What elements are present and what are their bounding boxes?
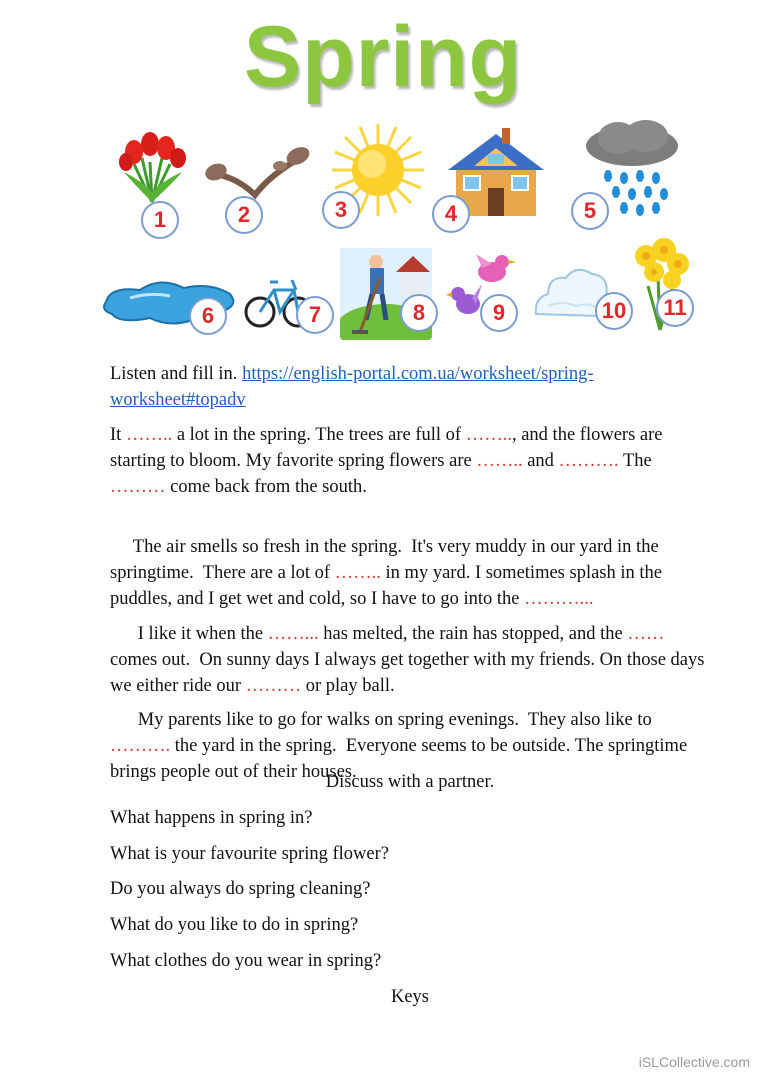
instruction-line xyxy=(110,361,710,413)
number-badge-4: 4 xyxy=(432,195,470,233)
blank-5: ……… xyxy=(110,477,166,497)
number-badge-11: 11 xyxy=(656,289,694,327)
question-5: What clothes do you wear in spring? xyxy=(110,951,382,971)
number-badge-3: 3 xyxy=(322,191,360,229)
paragraph-3: I like it when the ……... has melted, the rain has stopped, and the …… comes out. On sunny days I always get together with my friends. On those days we either ride our ……… or play ball. xyxy=(110,624,710,696)
number-badge-10: 10 xyxy=(595,292,633,330)
blank-9: …… xyxy=(627,624,665,644)
blank-10: ……… xyxy=(245,676,302,696)
blank-8: ……... xyxy=(267,624,319,644)
blank-2: …….. xyxy=(465,425,512,445)
instruction-text: Listen and fill in. xyxy=(110,364,238,384)
number-badge-7: 7 xyxy=(296,296,334,334)
question-1: What happens in spring in? xyxy=(110,808,313,828)
number-badge-2: 2 xyxy=(225,196,263,234)
number-badge-5: 5 xyxy=(571,192,609,230)
number-badge-1: 1 xyxy=(141,201,179,239)
paragraph-1: It …….. a lot in the spring. The trees are full of …….., and the flowers are starting to bloom. My favorite spring flowers are …….. and ………. The ……… come back from the south. xyxy=(110,425,663,497)
blank-3: …….. xyxy=(476,451,523,471)
number-badge-6: 6 xyxy=(189,297,227,335)
footer-watermark: iSLCollective.com xyxy=(638,1054,750,1070)
question-3: Do you always do spring cleaning? xyxy=(110,879,371,899)
blank-4: ………. xyxy=(558,451,619,471)
discuss-heading: Discuss with a partner. xyxy=(325,772,495,792)
keys-heading: Keys xyxy=(390,987,430,1007)
blank-11: ………. xyxy=(110,736,171,756)
question-4: What do you like to do in spring? xyxy=(110,915,359,935)
number-badge-9: 9 xyxy=(480,294,518,332)
paragraph-2: The air smells so fresh in the spring. It's very muddy in our yard in the springtime. There are a lot of …….. in my yard. I sometimes splash in the puddles, and I get wet and cold, so I have to go into the ………... xyxy=(110,537,667,609)
question-2: What is your favourite spring flower? xyxy=(110,844,389,864)
tulips-picture xyxy=(112,122,194,204)
worksheet-title: Spring xyxy=(243,9,523,105)
blank-7: ………... xyxy=(524,589,594,609)
paragraph-4: My parents like to go for walks on spring evenings. They also like to ………. the yard in the spring. Everyone seems to be outside. The springtime brings people out of their houses. xyxy=(110,710,692,782)
blank-6: …….. xyxy=(334,563,381,583)
blank-1: …….. xyxy=(125,425,173,445)
worksheet-link[interactable]: https://english-portal.com.ua/worksheet/spring- worksheet#topadv xyxy=(110,364,594,410)
buds-picture xyxy=(200,140,315,200)
number-badge-8: 8 xyxy=(400,294,438,332)
